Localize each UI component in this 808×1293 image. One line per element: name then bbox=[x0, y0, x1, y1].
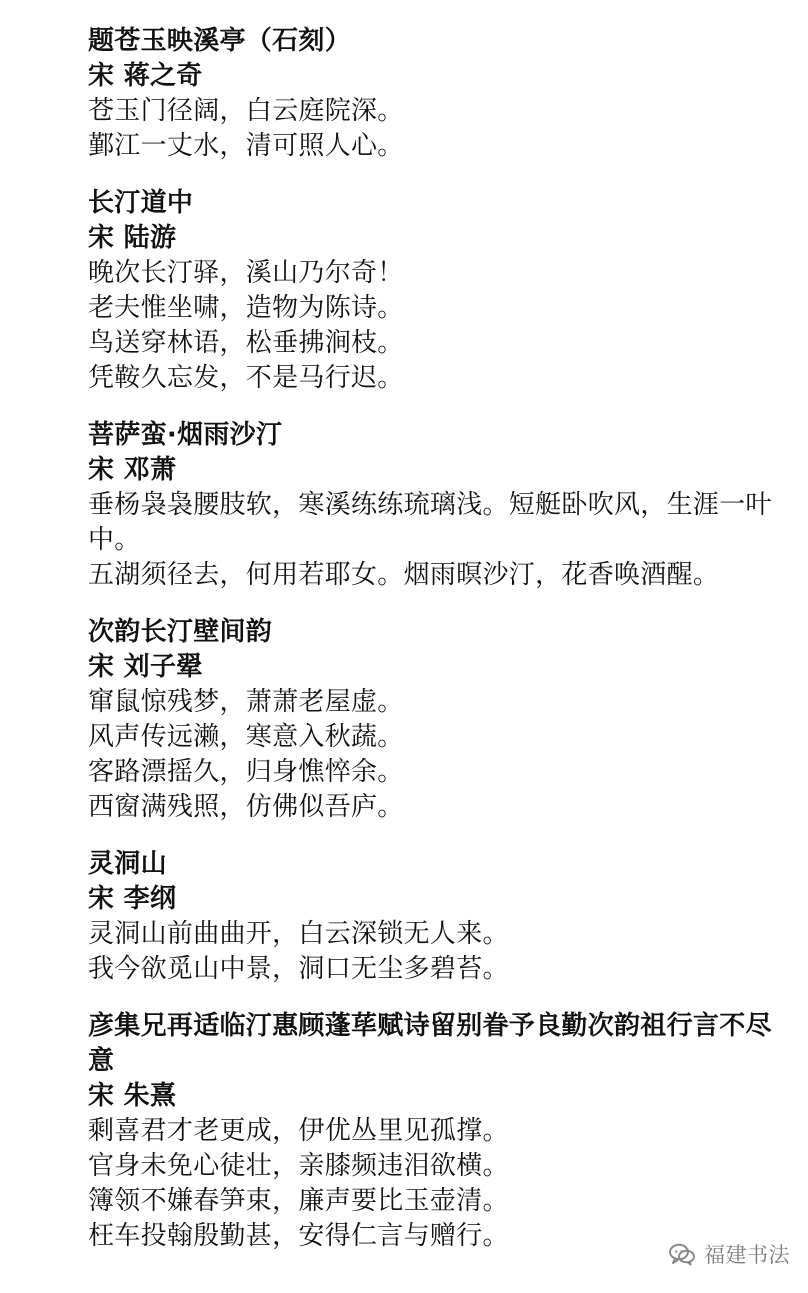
poem-title: 题苍玉映溪亭（石刻） bbox=[88, 26, 352, 56]
poem-line: 苍玉门径阔，白云庭院深。 bbox=[88, 96, 404, 126]
poem-line: 鄞江一丈水，清可照人心。 bbox=[88, 131, 404, 161]
poem-line: 老夫惟坐啸，造物为陈诗。 bbox=[88, 293, 404, 323]
poem-title: 彦集兄再适临汀惠顾蓬荜赋诗留别眷予良勤次韵祖行言不尽意 bbox=[88, 1011, 772, 1076]
poem-line: 我今欲觅山中景，洞口无尘多碧苔。 bbox=[88, 954, 509, 984]
poem-line: 鸟送穿林语，松垂拂涧枝。 bbox=[88, 328, 404, 358]
poem-line: 枉车投翰殷勤甚，安得仁言与赠行。 bbox=[88, 1221, 509, 1251]
poem-6 bbox=[88, 1009, 788, 1254]
poem-title: 灵洞山 bbox=[88, 849, 167, 879]
poem-author: 宋 蒋之奇 bbox=[88, 61, 203, 91]
poem-line: 凭鞍久忘发，不是马行迟。 bbox=[88, 363, 404, 393]
poem-title: 次韵长汀壁间韵 bbox=[88, 617, 273, 647]
poem-author: 宋 陆游 bbox=[88, 223, 177, 253]
poem-2 bbox=[88, 186, 788, 396]
poem-line: 窜鼠惊残梦，萧萧老屋虚。 bbox=[88, 687, 404, 717]
poem-author: 宋 邓萧 bbox=[88, 455, 177, 485]
poem-line: 簿领不嫌春笋束，廉声要比玉壶清。 bbox=[88, 1186, 509, 1216]
watermark bbox=[668, 1239, 790, 1269]
poem-author: 宋 朱熹 bbox=[88, 1081, 177, 1111]
poem-line: 五湖须径去，何用若耶女。烟雨暝沙汀，花香唤酒醒。 bbox=[88, 560, 720, 590]
poem-line: 西窗满残照，仿佛似吾庐。 bbox=[88, 792, 404, 822]
poem-4 bbox=[88, 615, 788, 825]
poem-line: 风声传远濑，寒意入秋蔬。 bbox=[88, 722, 404, 752]
poem-title: 菩萨蛮·烟雨沙汀 bbox=[88, 420, 283, 450]
poem-title: 长汀道中 bbox=[88, 188, 194, 218]
poem-line: 剩喜君才老更成，伊优丛里见孤撑。 bbox=[88, 1116, 509, 1146]
poem-line: 灵洞山前曲曲开，白云深锁无人来。 bbox=[88, 919, 509, 949]
wechat-official-account-icon bbox=[668, 1242, 696, 1266]
poem-line: 客路漂摇久，归身憔悴余。 bbox=[88, 757, 404, 787]
poem-author: 宋 刘子翚 bbox=[88, 652, 203, 682]
poem-line: 官身未免心徒壮，亲膝频违泪欲横。 bbox=[88, 1151, 509, 1181]
poem-author: 宋 李纲 bbox=[88, 884, 177, 914]
poem-5 bbox=[88, 847, 788, 987]
poem-3 bbox=[88, 418, 788, 593]
poem-line: 垂杨袅袅腰肢软，寒溪练练琉璃浅。短艇卧吹风，生涯一叶中。 bbox=[88, 490, 772, 555]
poetry-document bbox=[88, 24, 788, 1276]
poem-1 bbox=[88, 24, 788, 164]
poem-line: 晚次长汀驿，溪山乃尔奇！ bbox=[88, 258, 404, 288]
watermark-text: 福建书法 bbox=[704, 1243, 790, 1267]
